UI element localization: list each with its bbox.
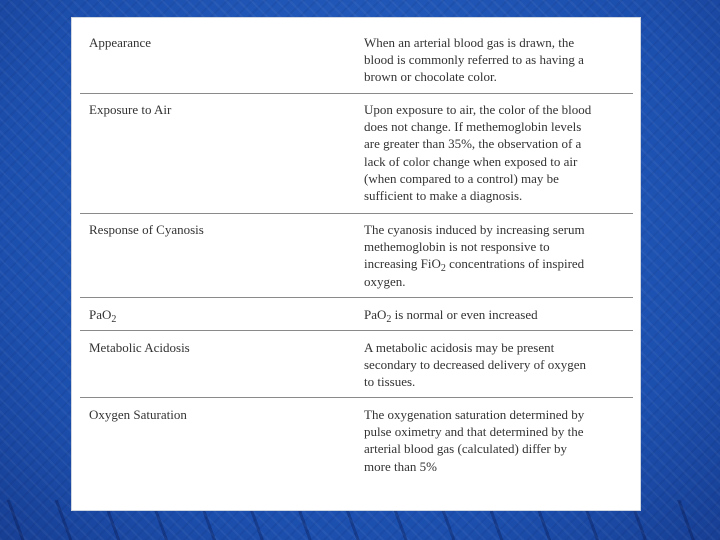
table-row-response-of-cyanosis — [80, 221, 633, 298]
row-description: PaO$_2$ is normal or even increased — [364, 307, 538, 325]
table-row-pao2 — [80, 306, 633, 331]
row-label: PaO$_2$ — [89, 307, 117, 325]
row-description: A metabolic acidosis may be present secondary to decreased delivery of oxygen to tissues. — [364, 340, 586, 390]
row-label: Oxygen Saturation — [89, 407, 187, 422]
row-label: Response of Cyanosis — [89, 222, 204, 237]
row-description: Upon exposure to air, the color of the blood does not change. If methemoglobin levels are greater than 35%, the observation of a lack of color change when exposed to air (when compared to a control) may be sufficient to make a diagnosis. — [364, 102, 592, 204]
methemoglobinemia-table — [71, 17, 641, 511]
row-description: The cyanosis induced by increasing serum methemoglobin is not responsive to increasing FiO$_2$ concentrations of inspired oxygen. — [364, 222, 585, 289]
table-row-appearance — [80, 34, 633, 94]
table-row-exposure-to-air — [80, 101, 633, 214]
row-description: When an arterial blood gas is drawn, the blood is commonly referred to as having a brown or chocolate color. — [364, 35, 584, 85]
table-row-oxygen-saturation — [80, 406, 633, 481]
row-label: Exposure to Air — [89, 102, 172, 117]
row-label: Metabolic Acidosis — [89, 340, 190, 355]
row-label: Appearance — [89, 35, 152, 50]
row-description: The oxygenation saturation determined by pulse oximetry and that determined by the arterial blood gas (calculated) differ by more than 5% — [364, 407, 585, 474]
table-row-metabolic-acidosis — [80, 339, 633, 398]
